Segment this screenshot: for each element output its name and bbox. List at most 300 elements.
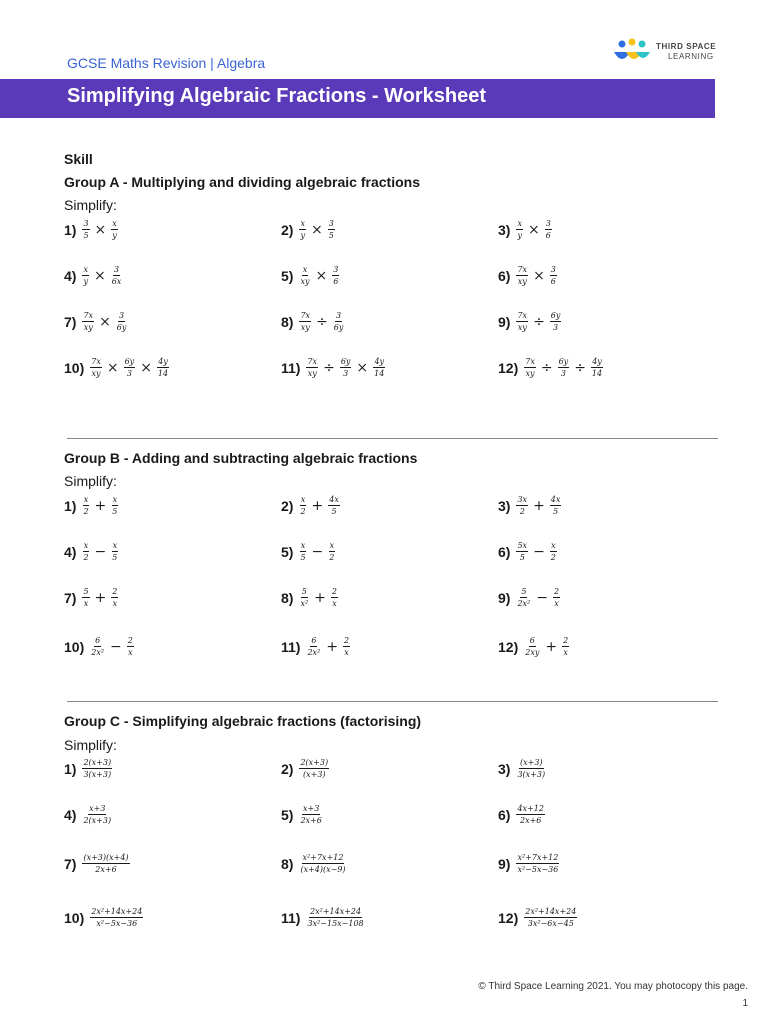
fraction-denominator: 2 [83,553,89,562]
fraction [373,357,385,378]
operator-symbol: × [140,359,152,376]
math-expression [515,265,557,286]
fraction-numerator: 7x [517,265,528,274]
fraction-numerator: 6y [558,357,569,366]
question-item [498,907,578,928]
fraction-denominator: 5 [112,553,118,562]
fraction [550,265,557,286]
question-number: 4) [64,267,77,284]
fraction-denominator: 6x [111,277,122,286]
operator-symbol: + [326,638,339,655]
math-expression [298,758,330,779]
fraction-denominator: 2x+6 [95,865,117,874]
fraction [299,219,306,240]
fraction [328,495,340,516]
fraction-denominator: 5 [112,507,118,516]
fraction-denominator: y [83,277,88,286]
fraction [299,587,309,608]
question-number: 5) [281,806,294,823]
question-item [281,907,366,928]
fraction-denominator: 3 [560,369,566,378]
fraction-denominator: x² [300,599,309,608]
fraction-numerator: 7x [91,357,101,366]
fraction-numerator: x [300,541,306,550]
fraction [516,541,528,562]
question-number: 2) [281,497,294,514]
fraction-numerator: x [551,541,556,550]
fraction [516,804,544,825]
fraction-numerator: 3 [83,219,89,228]
operator-symbol: − [110,638,122,655]
fraction-denominator: x [344,648,349,657]
question-number: 4) [64,806,77,823]
fraction-denominator: xy [300,323,310,332]
fraction-denominator: xy [91,369,101,378]
fraction-numerator: 6y [340,357,351,366]
operator-symbol: × [527,221,540,238]
group-b-simplify-label: Simplify: [64,473,117,489]
operator-symbol: − [311,543,324,560]
fraction [299,853,346,874]
fraction-denominator: 6 [545,231,551,240]
fraction-denominator: 5 [331,507,337,516]
fraction-numerator: 3x [517,495,528,504]
fraction-denominator: 6 [550,277,556,286]
math-expression [523,907,578,928]
math-expression [305,636,351,657]
fraction [111,495,118,516]
math-expression [81,495,119,516]
math-expression [515,311,562,332]
fraction-numerator: 2(x+3) [300,758,329,767]
operator-symbol: × [310,221,323,238]
fraction-numerator: 5 [301,587,307,596]
question-number: 12) [498,909,519,926]
operator-symbol: + [545,638,558,655]
fraction-denominator: xy [307,369,317,378]
question-number: 3) [498,221,511,238]
fraction-numerator: x [517,219,522,228]
fraction-denominator: xy [517,323,527,332]
question-item [498,495,562,516]
operator-symbol: − [533,543,545,560]
fraction-denominator: 5 [328,231,334,240]
question-item [64,758,113,779]
math-expression [298,587,339,608]
math-expression [298,311,345,332]
question-number: 7) [64,313,77,330]
operator-symbol: ÷ [540,359,553,376]
operator-symbol: − [94,543,107,560]
footer-copyright: © Third Space Learning 2021. You may photocopy this page. [478,981,748,992]
question-number: 6) [498,543,511,560]
fraction-numerator: 2 [127,636,133,645]
fraction-numerator: 2(x+3) [83,758,112,767]
math-expression [89,357,170,378]
math-expression [81,804,113,825]
fraction [82,219,89,240]
operator-symbol: ÷ [323,359,335,376]
math-expression [305,907,365,928]
operator-symbol: ÷ [533,313,545,330]
fraction-denominator: 6y [333,323,344,332]
question-number: 7) [64,589,77,606]
fraction-numerator: 4x [550,495,561,504]
fraction-denominator: 3 [126,369,132,378]
fraction [82,265,89,286]
group-c-simplify-label: Simplify: [64,737,117,753]
operator-symbol: × [94,221,107,238]
math-expression [298,265,340,286]
operator-symbol: + [94,589,107,606]
question-number: 9) [498,313,511,330]
fraction [516,587,531,608]
operator-symbol: × [315,267,328,284]
fraction-numerator: (x+3)(x+4) [83,853,129,862]
math-expression [523,636,570,657]
math-expression [515,219,552,240]
group-a-simplify-label: Simplify: [64,197,117,213]
fraction-numerator: 4x+12 [517,804,544,813]
math-expression [298,541,336,562]
fraction [116,311,128,332]
fraction-denominator: 2(x+3) [83,816,112,825]
question-number: 11) [281,359,301,376]
question-item [281,587,339,608]
fraction [516,495,528,516]
fraction [111,219,118,240]
fraction [343,636,350,657]
page-number: 1 [742,998,748,1009]
math-expression [515,804,545,825]
fraction-denominator: xy [300,277,310,286]
operator-symbol: × [99,313,111,330]
fraction-numerator: 2 [112,587,118,596]
fraction-denominator: 3(x+3) [83,770,112,779]
question-number: 12) [498,359,519,376]
math-expression [89,636,135,657]
fraction-numerator: 3 [119,311,125,320]
section-divider [67,438,718,439]
fraction-denominator: 5 [519,553,525,562]
math-expression [81,311,128,332]
fraction-numerator: x [329,541,335,550]
group-b-title: Group B - Adding and subtracting algebraic fractions [64,450,418,466]
question-item [281,541,336,562]
math-expression [81,587,119,608]
fraction-denominator: x [128,648,133,657]
math-expression [305,357,386,378]
math-expression [81,541,119,562]
fraction [550,495,562,516]
fraction-denominator: 2x² [91,648,105,657]
fraction [299,311,311,332]
fraction [90,357,102,378]
fraction-denominator: 5 [300,553,306,562]
fraction-denominator: 2xy [525,648,540,657]
math-expression [515,495,562,516]
fraction-denominator: 3x²−15x−108 [307,919,364,928]
question-item [498,587,561,608]
math-expression [81,758,113,779]
fraction [516,311,528,332]
math-expression [515,587,561,608]
question-item [64,853,131,874]
fraction-numerator: 4y [592,357,602,366]
fraction [562,636,569,657]
question-item [281,357,386,378]
fraction-numerator: 7x [300,311,311,320]
operator-symbol: + [533,497,545,514]
fraction-numerator: 3 [336,311,342,320]
fraction [340,357,352,378]
fraction [553,587,560,608]
fraction [90,636,105,657]
fraction-numerator: x [302,265,308,274]
question-number: 5) [281,267,294,284]
question-number: 8) [281,855,294,872]
question-item [498,265,558,286]
fraction-denominator: 2 [83,507,89,516]
fraction-numerator: 7x [517,311,528,320]
operator-symbol: × [106,359,119,376]
fraction-denominator: x [563,648,568,657]
title-bar [0,79,715,118]
fraction-denominator: x²−5x−36 [517,865,559,874]
question-number: 10) [64,359,85,376]
fraction [516,219,523,240]
page-title: Simplifying Algebraic Fractions - Worksheet [67,85,486,107]
question-number: 3) [498,760,511,777]
logo-text-line2: LEARNING [668,52,714,61]
fraction-numerator: 6y [124,357,135,366]
fraction-numerator: 7x [83,311,94,320]
fraction-numerator: x [300,495,306,504]
question-number: 10) [64,638,85,655]
question-item [64,804,113,825]
fraction-numerator: 5x [517,541,528,550]
fraction-numerator: 2x²+14x+24 [91,907,143,916]
math-expression [515,541,557,562]
fraction-denominator: y [517,231,522,240]
fraction [328,541,335,562]
fraction-numerator: 4y [374,357,385,366]
question-item [281,265,340,286]
fraction [516,265,528,286]
fraction-denominator: 5 [553,507,559,516]
fraction [516,853,559,874]
fraction-denominator: x [112,599,118,608]
question-item [281,219,336,240]
fraction [306,907,364,928]
fraction [82,758,112,779]
question-item [64,311,128,332]
fraction [524,357,536,378]
question-item [281,804,324,825]
fraction [127,636,134,657]
fraction [306,636,321,657]
question-item [498,541,558,562]
fraction-numerator: 5 [521,587,527,596]
question-number: 1) [64,760,77,777]
fraction-denominator: 6y [116,323,127,332]
question-item [281,495,341,516]
fraction [306,357,318,378]
fraction [332,265,339,286]
fraction-numerator: 2 [331,587,337,596]
fraction-denominator: 2x² [307,648,321,657]
math-expression [515,853,560,874]
fraction-numerator: x+3 [303,804,320,813]
fraction-numerator: 3 [545,219,551,228]
question-number: 8) [281,313,294,330]
fraction [90,907,143,928]
question-item [64,587,119,608]
fraction-denominator: 3(x+3) [517,770,546,779]
math-expression [523,357,604,378]
question-number: 9) [498,589,511,606]
question-item [498,853,560,874]
fraction-numerator: 3 [333,265,339,274]
math-expression [298,804,323,825]
fraction [299,758,329,779]
math-expression [81,853,130,874]
fraction [328,219,335,240]
fraction-denominator: y [112,231,117,240]
math-expression [298,219,335,240]
fraction [550,541,557,562]
fraction-numerator: x [83,495,89,504]
fraction-numerator: 6 [95,636,101,645]
question-item [64,495,119,516]
fraction-denominator: 2x² [517,599,531,608]
question-number: 5) [281,543,294,560]
question-number: 6) [498,267,511,284]
fraction-denominator: 2 [550,553,556,562]
question-item [64,907,144,928]
question-item [64,219,119,240]
question-number: 2) [281,760,294,777]
fraction [82,853,129,874]
fraction-denominator: x²−5x−36 [96,919,138,928]
question-item [281,636,351,657]
math-expression [89,907,144,928]
fraction-numerator: 5 [83,587,89,596]
fraction-denominator: x [332,599,337,608]
fraction [111,587,118,608]
question-item [64,265,123,286]
fraction [333,311,345,332]
question-number: 7) [64,855,77,872]
fraction-denominator: 3 [343,369,349,378]
fraction-denominator: x [554,599,559,608]
fraction [524,907,577,928]
fraction-numerator: 2 [344,636,350,645]
operator-symbol: ÷ [574,359,586,376]
question-number: 4) [64,543,77,560]
fraction-numerator: x [112,219,117,228]
fraction [299,804,322,825]
fraction-denominator: xy [525,369,535,378]
question-item [498,636,570,657]
question-item [498,357,604,378]
fraction [550,311,562,332]
fraction-numerator: (x+3) [520,758,543,767]
skill-label: Skill [64,151,93,167]
fraction [558,357,570,378]
fraction-denominator: 2 [300,507,306,516]
fraction-numerator: 6y [550,311,561,320]
math-expression [81,219,118,240]
fraction-denominator: 5 [83,231,89,240]
fraction-numerator: x [300,219,305,228]
fraction-numerator: 4y [158,357,168,366]
fraction-numerator: 7x [525,357,535,366]
math-expression [81,265,123,286]
fraction-denominator: 2x+6 [300,816,322,825]
math-expression [515,758,547,779]
fraction [82,311,94,332]
fraction [516,758,546,779]
fraction [82,587,89,608]
fraction-denominator: 2 [329,553,335,562]
question-item [498,219,553,240]
fraction-numerator: 2x²+14x+24 [310,907,362,916]
question-number: 3) [498,497,511,514]
question-number: 10) [64,909,85,926]
fraction [545,219,552,240]
operator-symbol: + [94,497,107,514]
fraction-numerator: 2 [554,587,560,596]
header-subtitle: GCSE Maths Revision | Algebra [67,55,266,71]
operator-symbol: + [314,589,326,606]
operator-symbol: × [356,359,369,376]
fraction-numerator: x²+7x+12 [517,853,559,862]
fraction-numerator: 7x [307,357,318,366]
operator-symbol: − [536,589,548,606]
question-item [281,758,330,779]
fraction-numerator: x [83,541,89,550]
fraction-denominator: xy [83,323,93,332]
fraction-numerator: x+3 [89,804,106,813]
question-item [498,804,546,825]
fraction-denominator: 3x²−6x−45 [527,919,574,928]
question-number: 1) [64,497,77,514]
logo-text-line1: THIRD SPACE [656,42,717,51]
question-item [64,541,119,562]
fraction-denominator: 14 [591,369,603,378]
question-item [498,311,562,332]
fraction-numerator: 6 [311,636,317,645]
third-space-learning-logo [612,38,732,68]
question-item [64,357,170,378]
fraction [111,541,118,562]
fraction-denominator: 2 [519,507,525,516]
fraction-denominator: (x+3) [303,770,326,779]
fraction-numerator: 3 [113,265,120,274]
question-number: 8) [281,589,294,606]
fraction-denominator: 6 [333,277,339,286]
fraction [299,265,310,286]
question-number: 9) [498,855,511,872]
fraction-denominator: 3 [553,323,559,332]
fraction-denominator: y [300,231,305,240]
question-number: 2) [281,221,294,238]
fraction-numerator: x [112,541,118,550]
logo-mark-icon [612,38,652,68]
section-divider [67,701,718,702]
question-number: 11) [281,638,301,655]
